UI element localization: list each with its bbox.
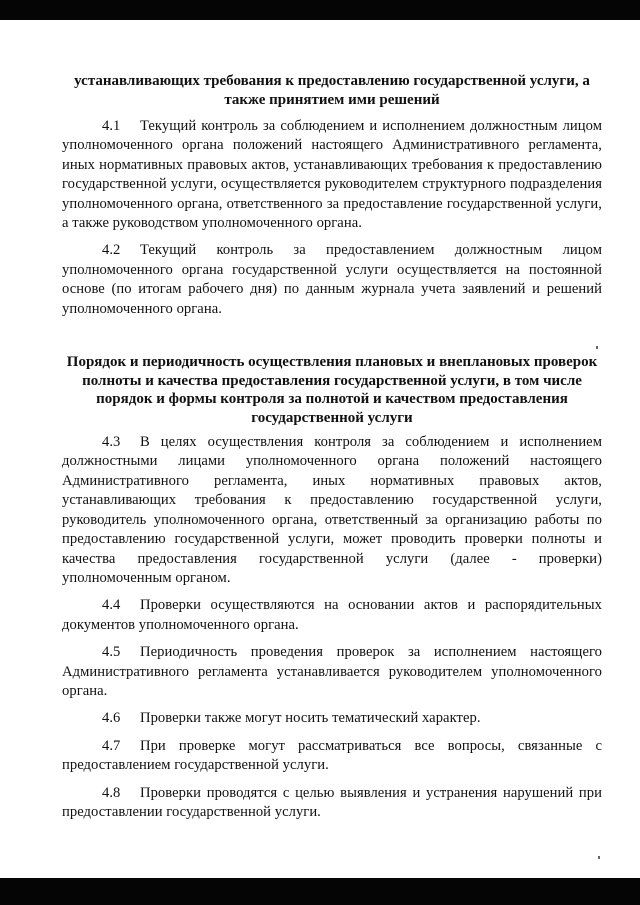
paragraph-text: Текущий контроль за соблюдением и исполнением должностным лицом уполномоченного органа положений настоящего Административного регламента, иных нормативных правовых актов, устанавливающих требования к предоставлению государственной услуги, осуществляется руководителем структурного подразделения уполномоченного органа, ответственного за предоставление государственной услуги, а также руководством уполномоченного органа. — [62, 118, 602, 232]
paragraph-number: 4.3 — [102, 434, 121, 451]
paragraph-text: В целях осуществления контроля за соблюдением и исполнением должностными лицами уполномоченного органа положений настоящего Административного регламента, иных нормативных правовых актов, устанавливающих требования к предоставлению государственной услуги, руководитель уполномоченного органа, ответственный за организацию работы по предоставлению государственной услуги, может проводить проверки полноты и качества предоставления государственной услуги (далее - проверки) уполномоченным органом. — [62, 434, 602, 586]
paragraph-text: Текущий контроль за предоставлением должностным лицом уполномоченного органа государственной услуги осуществляется на постоянной основе (по итогам рабочего дня) по данным журнала учета заявлений и решений уполномоченного органа. — [62, 242, 602, 317]
paragraph-number: 4.5 — [102, 644, 121, 661]
paragraph-text: Проверки также могут носить тематический характер. — [140, 710, 481, 727]
paragraph-4-2 — [62, 241, 602, 319]
scan-border-top — [0, 0, 640, 20]
section-heading-continued: устанавливающих требования к предоставлению государственной услуги, а также принятием ими решений — [74, 73, 590, 108]
paragraph-4-1 — [62, 117, 602, 233]
paragraph-4-6 — [62, 709, 602, 728]
paragraph-4-7 — [62, 737, 602, 776]
paragraph-number: 4.8 — [102, 784, 121, 801]
paragraph-number: 4.6 — [102, 710, 121, 727]
scan-speck — [598, 856, 600, 859]
paragraph-text: Проверки осуществляются на основании актов и распорядительных документов уполномоченного органа. — [62, 597, 602, 633]
scan-border-bottom — [0, 878, 640, 905]
paragraph-number: 4.4 — [102, 597, 121, 614]
paragraph-text: Проверки проводятся с целью выявления и устранения нарушений при предоставлении государственной услуги. — [62, 784, 602, 820]
document-page — [62, 72, 602, 830]
section-heading-inspections: Порядок и периодичность осуществления плановых и внеплановых проверок полноты и качества предоставления государственной услуги, в том числе порядок и формы контроля за полнотой и качеством предоставления государственной услуги — [66, 354, 598, 426]
paragraph-4-3 — [62, 433, 602, 588]
paragraph-4-4 — [62, 596, 602, 635]
paragraph-number: 4.1 — [102, 118, 121, 134]
paragraph-number: 4.2 — [102, 242, 121, 259]
paragraph-4-8 — [62, 784, 602, 823]
paragraph-text: При проверке могут рассматриваться все вопросы, связанные с предоставлением государственной услуги. — [62, 737, 602, 774]
paragraph-text: Периодичность проведения проверок за исполнением настоящего Административного регламента устанавливается руководителем уполномоченного органа. — [62, 644, 602, 699]
paragraph-number: 4.7 — [102, 737, 121, 754]
paragraph-4-5 — [62, 643, 602, 701]
scan-speck — [596, 346, 598, 349]
